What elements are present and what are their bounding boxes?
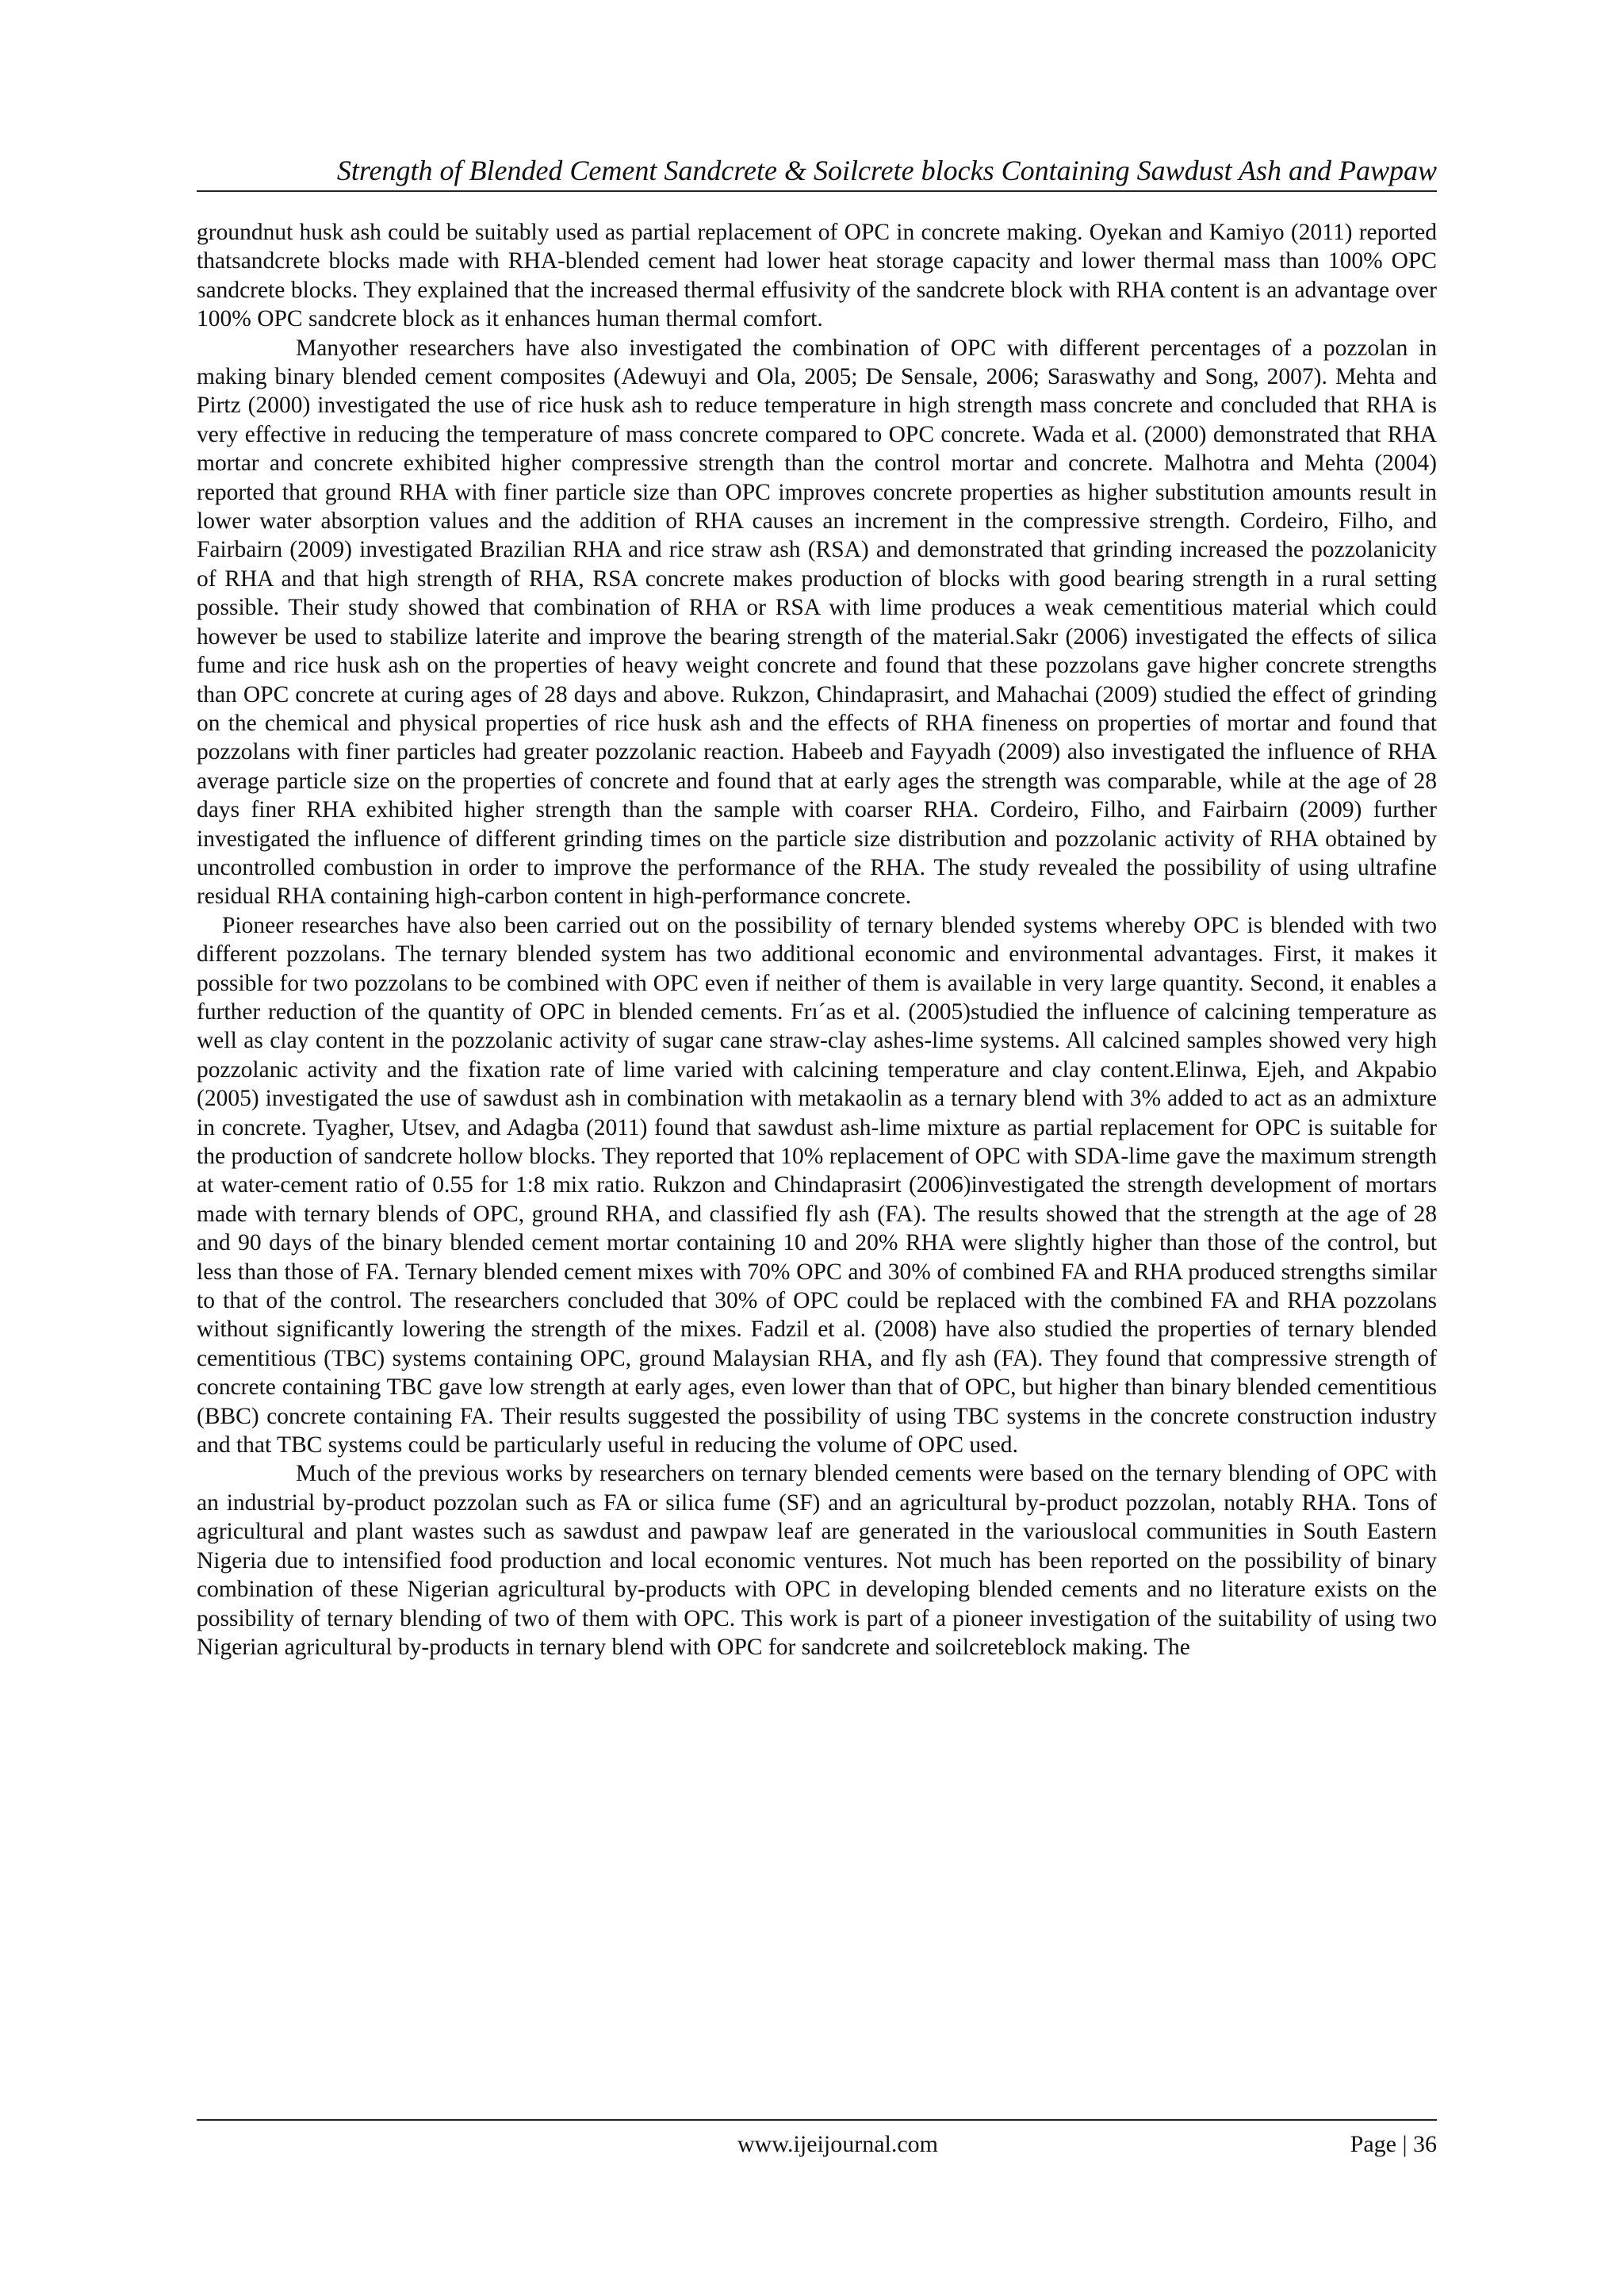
- paragraph-ternary-systems: Pioneer researches have also been carried out on the possibility of ternary blended systems whereby OPC is blended with two different pozzolans. The ternary blended system has two additional economic and environmental advantages. First, it makes it possible for two pozzolans to be combined with OPC even if neither of them is available in very large quantity. Second, it enables a further reduction of the quantity of OPC in blended cements. Frı´as et al. (2005)studied the influence of calcining temperature as well as clay content in the pozzolanic activity of sugar cane straw-clay ashes-lime systems. All calcined samples showed very high pozzolanic activity and the fixation rate of lime varied with calcining temperature and clay content.Elinwa, Ejeh, and Akpabio (2005) investigated the use of sawdust ash in combination with metakaolin as a ternary blend with 3% added to act as an admixture in concrete. Tyagher, Utsev, and Adagba (2011) found that sawdust ash-lime mixture as partial replacement for OPC is suitable for the production of sandcrete hollow blocks. They reported that 10% replacement of OPC with SDA-lime gave the maximum strength at water-cement ratio of 0.55 for 1:8 mix ratio. Rukzon and Chindaprasirt (2006)investigated the strength development of mortars made with ternary blends of OPC, ground RHA, and classified fly ash (FA). The results showed that the strength at the age of 28 and 90 days of the binary blended cement mortar containing 10 and 20% RHA were slightly higher than those of the control, but less than those of FA. Ternary blended cement mixes with 70% OPC and 30% of combined FA and RHA produced strengths similar to that of the control. The researchers concluded that 30% of OPC could be replaced with the combined FA and RHA pozzolans without significantly lowering the strength of the mixes. Fadzil et al. (2008) have also studied the properties of ternary blended cementitious (TBC) systems containing OPC, ground Malaysian RHA, and fly ash (FA). They found that compressive strength of concrete containing TBC gave low strength at early ages, even lower than that of OPC, but higher than binary blended cementitious (BBC) concrete containing FA. Their results suggested the possibility of using TBC systems in the concrete construction industry and that TBC systems could be particularly useful in reducing the volume of OPC used.: [197, 912, 1437, 1458]
- footer-journal-url: www.ijeijournal.com: [737, 2131, 938, 2157]
- header-divider: [197, 190, 1437, 192]
- article-body: [197, 218, 1437, 1662]
- paragraph-previous-works: Much of the previous works by researchers on ternary blended cements were based on the ternary blending of OPC with an industrial by-product pozzolan such as FA or silica fume (SF) and an agricultural by-product pozzolan, notably RHA. Tons of agricultural and plant wastes such as sawdust and pawpaw leaf are generated in the variouslocal communities in South Eastern Nigeria due to intensified food production and local economic ventures. Not much has been reported on the possibility of binary combination of these Nigerian agricultural by-products with OPC in developing blended cements and no literature exists on the possibility of ternary blending of two of them with OPC. This work is part of a pioneer investigation of the suitability of using two Nigerian agricultural by-products in ternary blend with OPC for sandcrete and soilcreteblock making. The: [197, 1461, 1437, 1660]
- paragraph-binary-blends: Manyother researchers have also investigated the combination of OPC with different percentages of a pozzolan in making binary blended cement composites (Adewuyi and Ola, 2005; De Sensale, 2006; Saraswathy and Song, 2007). Mehta and Pirtz (2000) investigated the use of rice husk ash to reduce temperature in high strength mass concrete and concluded that RHA is very effective in reducing the temperature of mass concrete compared to OPC concrete. Wada et al. (2000) demonstrated that RHA mortar and concrete exhibited higher compressive strength than the control mortar and concrete. Malhotra and Mehta (2004) reported that ground RHA with finer particle size than OPC improves concrete properties as higher substitution amounts result in lower water absorption values and the addition of RHA causes an increment in the compressive strength. Cordeiro, Filho, and Fairbairn (2009) investigated Brazilian RHA and rice straw ash (RSA) and demonstrated that grinding increased the pozzolanicity of RHA and that high strength of RHA, RSA concrete makes production of blocks with good bearing strength in a rural setting possible. Their study showed that combination of RHA or RSA with lime produces a weak cementitious material which could however be used to stabilize laterite and improve the bearing strength of the material.Sakr (2006) investigated the effects of silica fume and rice husk ash on the properties of heavy weight concrete and found that these pozzolans gave higher concrete strengths than OPC concrete at curing ages of 28 days and above. Rukzon, Chindaprasirt, and Mahachai (2009) studied the effect of grinding on the chemical and physical properties of rice husk ash and the effects of RHA fineness on properties of mortar and found that pozzolans with finer particles had greater pozzolanic reaction. Habeeb and Fayyadh (2009) also investigated the influence of RHA average particle size on the properties of concrete and found that at early ages the strength was comparable, while at the age of 28 days finer RHA exhibited higher strength than the sample with coarser RHA. Cordeiro, Filho, and Fairbairn (2009) further investigated the influence of different grinding times on the particle size distribution and pozzolanic activity of RHA obtained by uncontrolled combustion in order to improve the performance of the RHA. The study revealed the possibility of using ultrafine residual RHA containing high-carbon content in high-performance concrete.: [197, 335, 1437, 910]
- paragraph-continuation: groundnut husk ash could be suitably used as partial replacement of OPC in concrete making. Oyekan and Kamiyo (2011) reported thatsandcrete blocks made with RHA-blended cement had lower heat storage capacity and lower thermal mass than 100% OPC sandcrete blocks. They explained that the increased thermal effusivity of the sandcrete block with RHA content is an advantage over 100% OPC sandcrete block as it enhances human thermal comfort.: [197, 220, 1437, 332]
- footer-divider: [197, 2119, 1437, 2121]
- page-number: Page | 36: [1350, 2131, 1437, 2157]
- running-header: Strength of Blended Cement Sandcrete & Soilcrete blocks Containing Sawdust Ash and Pawpaw: [336, 155, 1437, 186]
